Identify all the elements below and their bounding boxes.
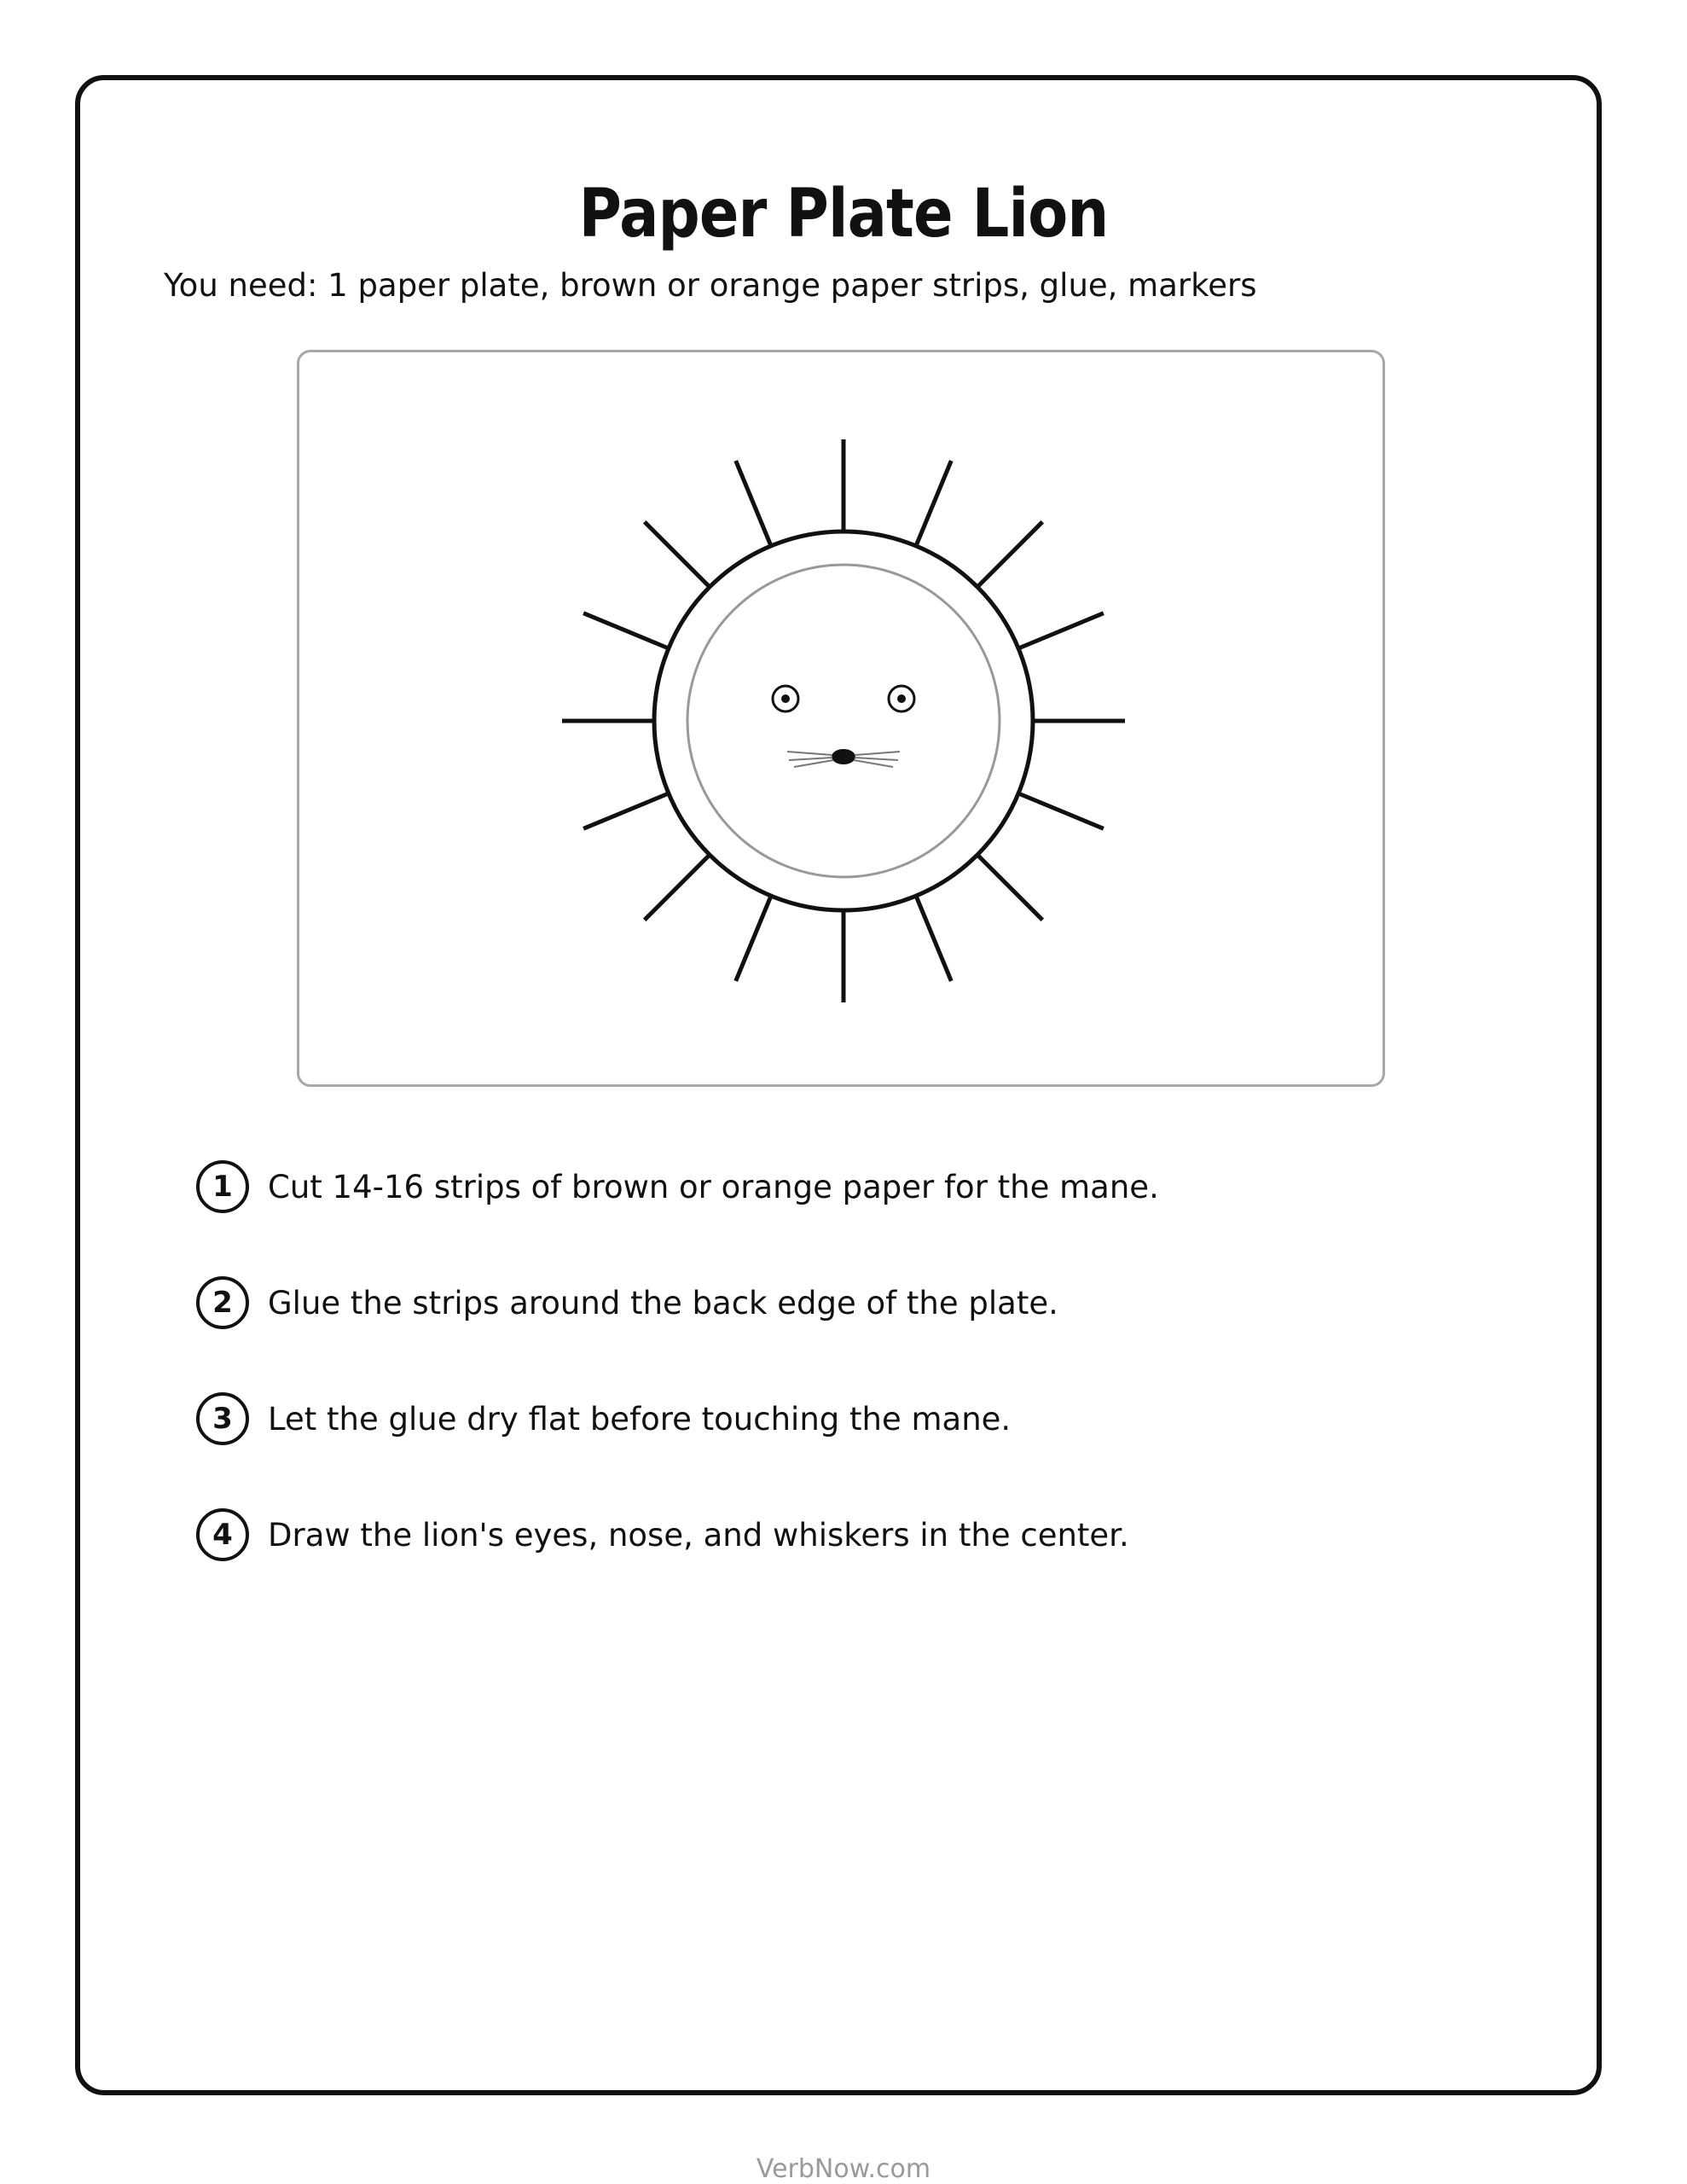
mane-strip [977, 522, 1042, 587]
page-title: Paper Plate Lion [578, 176, 1109, 253]
mane-strip [916, 896, 951, 981]
step-text: Let the glue dry flat before touching the mane. [268, 1400, 1012, 1438]
step-text: Cut 14-16 strips of brown or orange paper for the mane. [268, 1168, 1159, 1205]
mane-strip [645, 855, 710, 920]
step-1 [196, 1157, 1475, 1217]
step-number-badge: 3 [196, 1392, 249, 1445]
step-4 [196, 1505, 1475, 1565]
lion-illustration [299, 352, 1388, 1089]
lion-nose [832, 749, 855, 764]
materials-list: You need: 1 paper plate, brown or orange paper strips, glue, markers [164, 267, 1257, 304]
instruction-steps [196, 1157, 1475, 1621]
mane-strip [916, 461, 951, 546]
mane-strip [583, 793, 669, 828]
step-number-badge: 4 [196, 1508, 249, 1561]
mane-strip [645, 522, 710, 587]
mane-strip [736, 461, 771, 546]
step-text: Glue the strips around the back edge of the plate. [268, 1284, 1058, 1321]
step-number-badge: 1 [196, 1160, 249, 1213]
mane-strip [1018, 613, 1104, 648]
mane-strip [583, 613, 669, 648]
illustration-box [297, 350, 1385, 1087]
site-credit: VerbNow.com [756, 2154, 931, 2184]
step-text: Draw the lion's eyes, nose, and whiskers in the center. [268, 1516, 1129, 1554]
mane-strip [1018, 793, 1104, 828]
step-2 [196, 1273, 1475, 1333]
step-3 [196, 1389, 1475, 1449]
step-number-badge: 2 [196, 1276, 249, 1329]
paper-plate-outer-rim [654, 531, 1033, 910]
mane-strip [736, 896, 771, 981]
mane-strip [977, 855, 1042, 920]
